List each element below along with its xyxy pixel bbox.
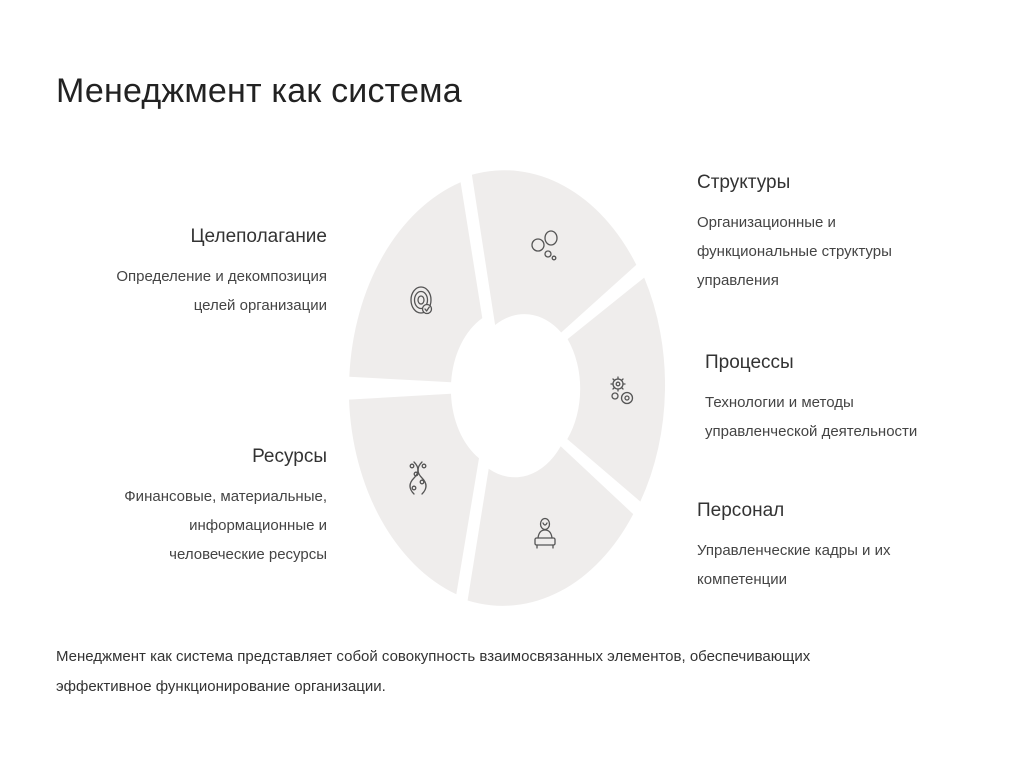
personnel-block [697,500,890,594]
goal-setting-heading: Целеполагание [190,226,327,247]
resources-block [124,446,327,569]
goal-setting-block [116,226,327,320]
processes-block [705,352,917,446]
segment-goal-setting[interactable] [349,182,482,382]
personnel-heading: Персонал [697,500,785,521]
goal-setting-description: Определение и декомпозиция целей организации [116,268,327,314]
resources-heading: Ресурсы [252,446,327,467]
personnel-description: Управленческие кадры и их компетенции [697,542,891,588]
resources-description: Финансовые, материальные, информационные и человеческие ресурсы [124,488,327,563]
processes-description: Технологии и методы управленческой деятельности [705,394,918,440]
page-title: Менеджмент как система [56,72,462,110]
structures-heading: Структуры [697,172,791,193]
management-system-diagram [345,170,675,610]
summary-paragraph: Менеджмент как система представляет собой совокупность взаимосвязанных элементов, обеспечивающих эффективное функционирование организации. [56,648,811,695]
processes-heading: Процессы [705,352,794,373]
structures-block [697,172,892,295]
structures-description: Организационные и функциональные структуры управления [697,214,892,289]
